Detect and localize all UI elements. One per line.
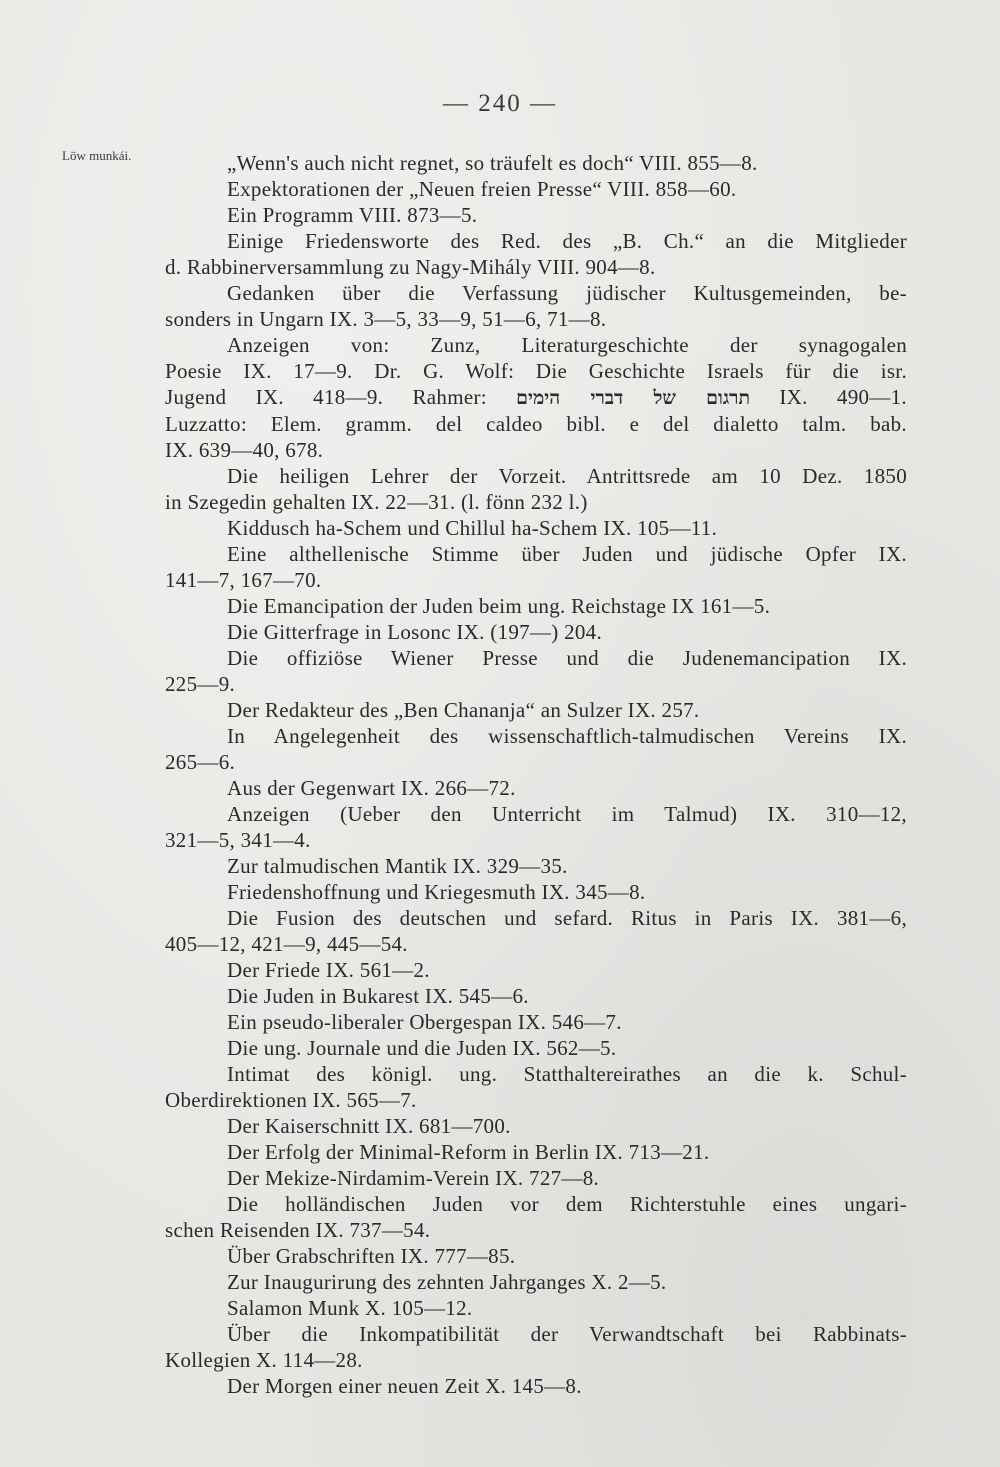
entry-line-text: Jugend IX. 418—9. Rahmer: xyxy=(165,385,487,409)
bibliography-entry xyxy=(165,280,907,332)
bibliography-entry xyxy=(165,723,907,775)
entry-line xyxy=(165,1217,907,1243)
entry-line-text: Kiddusch ha-Schem und Chillul ha-Schem IX. 105—11. xyxy=(227,516,718,540)
entry-line-text: Über die Inkompatibilität der Verwandtschaft bei Rabbinats- xyxy=(227,1322,907,1346)
entry-line-text: Die Juden in Bukarest IX. 545—6. xyxy=(227,984,529,1008)
bibliography-entry xyxy=(165,1269,907,1295)
entry-line-text: Der Morgen einer neuen Zeit X. 145—8. xyxy=(227,1374,582,1398)
bibliography-entry xyxy=(165,1243,907,1269)
bibliography-entry xyxy=(165,541,907,593)
bibliography-entry xyxy=(165,1009,907,1035)
entry-line-text: „Wenn's auch nicht regnet, so träufelt es doch“ VIII. 855—8. xyxy=(227,151,758,175)
entry-line xyxy=(165,280,907,306)
bibliography-entry xyxy=(165,463,907,515)
entry-line xyxy=(165,619,907,645)
entry-line-text: Die Gitterfrage in Losonc IX. (197—) 204. xyxy=(227,620,603,644)
entry-line-text: Anzeigen (Ueber den Unterricht im Talmud) IX. 310—12, xyxy=(227,802,907,826)
entry-line-text: Luzzatto: Elem. gramm. del caldeo bibl. e del dialetto talm. bab. xyxy=(165,412,907,436)
bibliography-entry xyxy=(165,332,907,463)
entry-line-text: 405—12, 421—9, 445—54. xyxy=(165,932,408,956)
entry-line-text: Die holländischen Juden vor dem Richterstuhle eines ungari- xyxy=(227,1192,907,1216)
entry-line-text: Salamon Munk X. 105—12. xyxy=(227,1296,473,1320)
entry-line-text: Der Mekize-Nirdamim-Verein IX. 727—8. xyxy=(227,1166,600,1190)
entry-line-text: Oberdirektionen IX. 565—7. xyxy=(165,1088,417,1112)
entry-line xyxy=(165,176,907,202)
entry-line xyxy=(165,567,907,593)
bibliography-entry xyxy=(165,1113,907,1139)
entry-line xyxy=(165,1373,907,1399)
entry-line-text: Die Fusion des deutschen und sefard. Ritus in Paris IX. 381—6, xyxy=(227,906,907,930)
entry-line-text: 225—9. xyxy=(165,672,236,696)
entry-line xyxy=(165,697,907,723)
entry-line-text: Die heiligen Lehrer der Vorzeit. Antrittsrede am 10 Dez. 1850 xyxy=(227,464,907,488)
entry-line-text: 321—5, 341—4. xyxy=(165,828,311,852)
bibliography-entry xyxy=(165,1139,907,1165)
entry-line-text: Gedanken über die Verfassung jüdischer Kultusgemeinden, be- xyxy=(227,281,907,305)
entry-line xyxy=(165,463,907,489)
entry-line-text: Der Erfolg der Minimal-Reform in Berlin IX. 713—21. xyxy=(227,1140,710,1164)
bibliography-entry xyxy=(165,801,907,853)
entry-line-text: Friedenshoffnung und Kriegesmuth IX. 345—8. xyxy=(227,880,646,904)
hebrew-title: תרגום של דברי הימים xyxy=(516,387,751,409)
entry-line-text: In Angelegenheit des wissenschaftlich-talmudischen Vereins IX. xyxy=(227,724,907,748)
entry-line-text: Ein pseudo-liberaler Obergespan IX. 546—7. xyxy=(227,1010,622,1034)
entry-line xyxy=(165,1061,907,1087)
entry-line-text: Ein Programm VIII. 873—5. xyxy=(227,203,478,227)
bibliography-entry xyxy=(165,228,907,280)
entry-line xyxy=(165,957,907,983)
entry-line-text: Der Friede IX. 561—2. xyxy=(227,958,430,982)
entry-line-text: Zur Inaugurirung des zehnten Jahrganges X. 2—5. xyxy=(227,1270,667,1294)
entry-line xyxy=(165,411,907,437)
bibliography-entry xyxy=(165,176,907,202)
entry-line xyxy=(165,1295,907,1321)
entry-line-text: Der Redakteur des „Ben Chananja“ an Sulzer IX. 257. xyxy=(227,698,700,722)
entry-line xyxy=(165,384,907,411)
entry-line xyxy=(165,437,907,463)
entry-line xyxy=(165,749,907,775)
entry-line-text: Der Kaiserschnitt IX. 681—700. xyxy=(227,1114,511,1138)
entry-line-text: IX. 490—1. xyxy=(779,385,907,409)
entry-line-text: Einige Friedensworte des Red. des „B. Ch.“ an die Mitglieder xyxy=(227,229,907,253)
entry-line-text: Poesie IX. 17—9. Dr. G. Wolf: Die Geschichte Israels für die isr. xyxy=(165,359,907,383)
entry-line xyxy=(165,332,907,358)
entry-line-text: 141—7, 167—70. xyxy=(165,568,322,592)
bibliography-entry xyxy=(165,879,907,905)
entry-line xyxy=(165,1113,907,1139)
entry-line xyxy=(165,515,907,541)
entry-line-text: d. Rabbinerversammlung zu Nagy-Mihály VIII. 904—8. xyxy=(165,255,656,279)
bibliography-entry xyxy=(165,1191,907,1243)
bibliography-entry xyxy=(165,202,907,228)
entry-line-text: sonders in Ungarn IX. 3—5, 33—9, 51—6, 71—8. xyxy=(165,307,607,331)
entry-line xyxy=(165,905,907,931)
bibliography-entry xyxy=(165,515,907,541)
bibliography-entry xyxy=(165,983,907,1009)
entry-line-text: 265—6. xyxy=(165,750,236,774)
entry-line-text: Über Grabschriften IX. 777—85. xyxy=(227,1244,516,1268)
entry-line-text: Die Emancipation der Juden beim ung. Reichstage IX 161—5. xyxy=(227,594,771,618)
entry-line xyxy=(165,801,907,827)
entry-line xyxy=(165,775,907,801)
entry-line xyxy=(165,306,907,332)
entry-line xyxy=(165,202,907,228)
bibliography-entry xyxy=(165,1295,907,1321)
bibliography-entry xyxy=(165,150,907,176)
entry-line xyxy=(165,150,907,176)
bibliography-entry xyxy=(165,697,907,723)
entry-line xyxy=(165,228,907,254)
entry-line xyxy=(165,827,907,853)
bibliography-entry xyxy=(165,593,907,619)
bibliography-entry xyxy=(165,853,907,879)
entry-line xyxy=(165,358,907,384)
entry-line-text: Aus der Gegenwart IX. 266—72. xyxy=(227,776,516,800)
entry-line xyxy=(165,1243,907,1269)
entry-line-text: Eine althellenische Stimme über Juden und jüdische Opfer IX. xyxy=(227,542,907,566)
entry-line xyxy=(165,853,907,879)
bibliography-entry xyxy=(165,645,907,697)
entry-line-text: in Szegedin gehalten IX. 22—31. (l. fönn 232 l.) xyxy=(165,490,588,514)
entry-line xyxy=(165,879,907,905)
entry-line xyxy=(165,1087,907,1113)
page-number: — 240 — xyxy=(443,90,557,117)
entry-line xyxy=(165,254,907,280)
entry-line-text: Zur talmudischen Mantik IX. 329—35. xyxy=(227,854,568,878)
entry-line xyxy=(165,645,907,671)
entry-line xyxy=(165,1165,907,1191)
margin-note: Löw munkái. xyxy=(62,148,132,163)
entry-line-text: schen Reisenden IX. 737—54. xyxy=(165,1218,431,1242)
bibliography-entry xyxy=(165,1321,907,1373)
entry-line xyxy=(165,931,907,957)
entry-line-text: Anzeigen von: Zunz, Literaturgeschichte der synagogalen xyxy=(227,333,907,357)
entry-line xyxy=(165,1191,907,1217)
bibliography-list xyxy=(165,150,907,1399)
bibliography-entry xyxy=(165,1373,907,1399)
entry-line xyxy=(165,1347,907,1373)
bibliography-entry xyxy=(165,1061,907,1113)
entry-line xyxy=(165,541,907,567)
entry-line xyxy=(165,1139,907,1165)
entry-line xyxy=(165,489,907,515)
entry-line xyxy=(165,723,907,749)
entry-line xyxy=(165,1269,907,1295)
bibliography-entry xyxy=(165,775,907,801)
entry-line-text: Kollegien X. 114—28. xyxy=(165,1348,363,1372)
bibliography-entry xyxy=(165,905,907,957)
entry-line xyxy=(165,1321,907,1347)
bibliography-entry xyxy=(165,1035,907,1061)
entry-line-text: Expektorationen der „Neuen freien Presse“ VIII. 858—60. xyxy=(227,177,737,201)
bibliography-entry xyxy=(165,619,907,645)
entry-line xyxy=(165,671,907,697)
entry-line xyxy=(165,983,907,1009)
bibliography-entry xyxy=(165,1165,907,1191)
entry-line-text: IX. 639—40, 678. xyxy=(165,438,324,462)
entry-line xyxy=(165,1009,907,1035)
entry-line xyxy=(165,593,907,619)
entry-line-text: Intimat des königl. ung. Statthaltereirathes an die k. Schul- xyxy=(227,1062,907,1086)
bibliography-entry xyxy=(165,957,907,983)
entry-line xyxy=(165,1035,907,1061)
entry-line-text: Die offiziöse Wiener Presse und die Judenemancipation IX. xyxy=(227,646,907,670)
entry-line-text: Die ung. Journale und die Juden IX. 562—5. xyxy=(227,1036,617,1060)
